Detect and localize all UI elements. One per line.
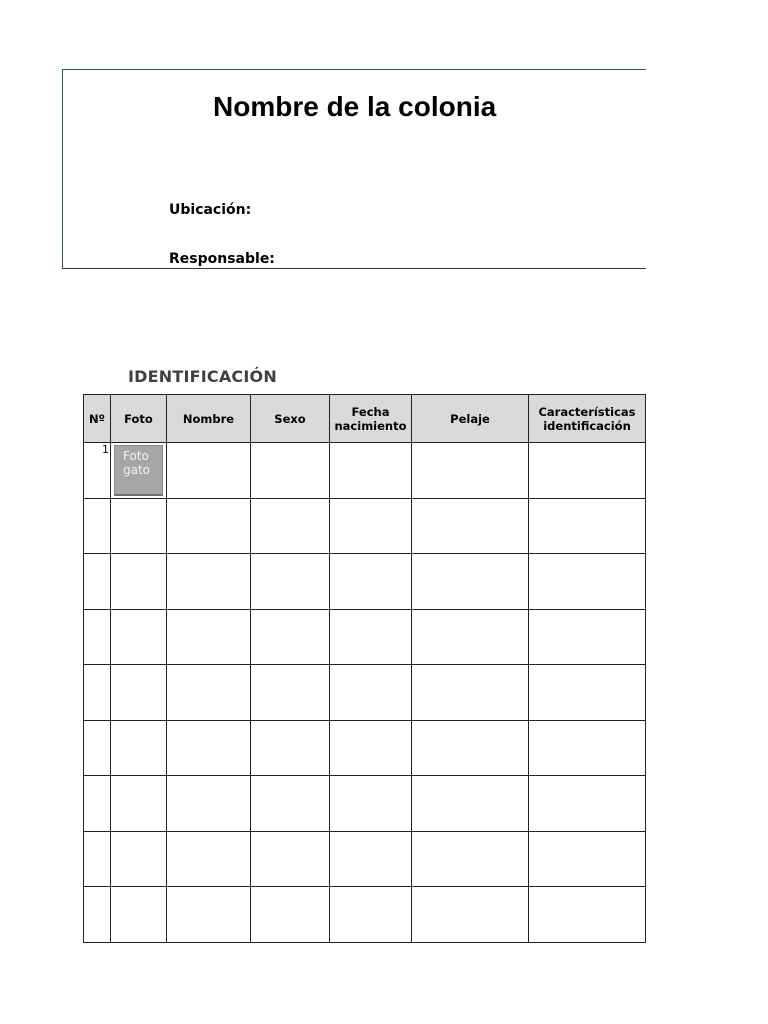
photo-placeholder-line1: Foto [123, 449, 149, 463]
cell-photo[interactable] [111, 887, 167, 943]
table-row [84, 609, 646, 665]
table-row [84, 776, 646, 832]
cell-photo[interactable] [111, 554, 167, 610]
cell-number[interactable] [84, 498, 111, 554]
table-row [84, 887, 646, 943]
table-row [84, 498, 646, 554]
cell-photo[interactable] [111, 831, 167, 887]
cell-name[interactable] [167, 776, 251, 832]
cell-birthdate[interactable] [330, 776, 412, 832]
cell-features[interactable] [529, 498, 646, 554]
cell-coat[interactable] [412, 554, 529, 610]
cell-features[interactable] [529, 720, 646, 776]
cell-photo[interactable] [111, 665, 167, 721]
responsible-label: Responsable: [169, 251, 275, 267]
col-header-photo: Foto [111, 395, 167, 443]
cell-photo[interactable] [111, 498, 167, 554]
cell-coat[interactable] [412, 887, 529, 943]
col-header-name: Nombre [167, 395, 251, 443]
col-header-features-line1: Características [538, 404, 636, 419]
cell-photo[interactable] [111, 720, 167, 776]
identification-table [83, 394, 646, 943]
cell-features[interactable] [529, 554, 646, 610]
cell-birthdate[interactable] [330, 665, 412, 721]
cell-coat[interactable] [412, 665, 529, 721]
cell-sex[interactable] [251, 554, 330, 610]
cell-name[interactable] [167, 665, 251, 721]
table-header-row [84, 395, 646, 443]
cell-coat[interactable] [412, 609, 529, 665]
col-header-coat: Pelaje [412, 395, 529, 443]
cell-birthdate[interactable] [330, 831, 412, 887]
cell-number[interactable] [84, 443, 111, 499]
cell-birthdate[interactable] [330, 887, 412, 943]
cell-sex[interactable] [251, 498, 330, 554]
cell-features[interactable] [529, 887, 646, 943]
location-label: Ubicación: [169, 202, 252, 218]
cell-coat[interactable] [412, 720, 529, 776]
table-row [84, 665, 646, 721]
colony-header [62, 69, 646, 269]
cell-name[interactable] [167, 609, 251, 665]
cell-number[interactable] [84, 609, 111, 665]
cell-number[interactable] [84, 831, 111, 887]
cell-features[interactable] [529, 609, 646, 665]
col-header-features [529, 395, 646, 443]
identification-section-title: IDENTIFICACIÓN [128, 367, 277, 386]
table-row [84, 831, 646, 887]
cell-features[interactable] [529, 665, 646, 721]
cell-birthdate[interactable] [330, 554, 412, 610]
cell-photo[interactable] [111, 609, 167, 665]
table-row [84, 443, 646, 499]
cell-birthdate[interactable] [330, 443, 412, 499]
cell-coat[interactable] [412, 498, 529, 554]
cell-name[interactable] [167, 831, 251, 887]
col-header-features-line2: identificación [543, 418, 631, 433]
cell-birthdate[interactable] [330, 609, 412, 665]
cell-sex[interactable] [251, 443, 330, 499]
photo-placeholder-line2: gato [123, 463, 151, 477]
cell-photo[interactable] [111, 443, 167, 499]
col-header-birthdate [330, 395, 412, 443]
cell-sex[interactable] [251, 887, 330, 943]
cell-sex[interactable] [251, 776, 330, 832]
cell-number[interactable] [84, 776, 111, 832]
cell-photo[interactable] [111, 776, 167, 832]
cell-birthdate[interactable] [330, 720, 412, 776]
table-row [84, 720, 646, 776]
cell-name[interactable] [167, 554, 251, 610]
cell-name[interactable] [167, 443, 251, 499]
cell-features[interactable] [529, 831, 646, 887]
row-number: 1 [102, 443, 109, 456]
col-header-sex: Sexo [251, 395, 330, 443]
cell-number[interactable] [84, 887, 111, 943]
cell-name[interactable] [167, 720, 251, 776]
cell-coat[interactable] [412, 831, 529, 887]
table-row [84, 554, 646, 610]
cell-sex[interactable] [251, 720, 330, 776]
cell-sex[interactable] [251, 665, 330, 721]
cell-sex[interactable] [251, 609, 330, 665]
cat-photo-placeholder[interactable] [114, 445, 163, 496]
col-header-number: Nº [84, 395, 111, 443]
col-header-birthdate-line1: Fecha [351, 404, 390, 419]
colony-name-title: Nombre de la colonia [213, 91, 497, 122]
cell-birthdate[interactable] [330, 498, 412, 554]
cell-coat[interactable] [412, 443, 529, 499]
cell-coat[interactable] [412, 776, 529, 832]
cell-number[interactable] [84, 554, 111, 610]
cell-sex[interactable] [251, 831, 330, 887]
cell-features[interactable] [529, 776, 646, 832]
cell-features[interactable] [529, 443, 646, 499]
cell-name[interactable] [167, 887, 251, 943]
cell-number[interactable] [84, 665, 111, 721]
cell-number[interactable] [84, 720, 111, 776]
cell-name[interactable] [167, 498, 251, 554]
col-header-birthdate-line2: nacimiento [334, 418, 407, 433]
